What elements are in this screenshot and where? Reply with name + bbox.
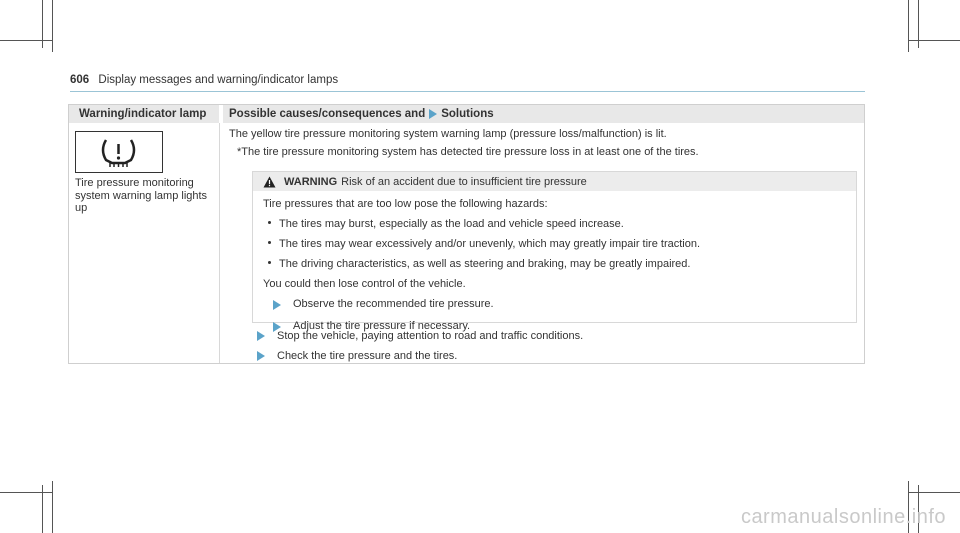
warning-intro: Tire pressures that are too low pose the following hazards:	[263, 198, 548, 210]
list-item-text: The tires may wear excessively and/or unevenly, which may greatly impair tire traction.	[279, 238, 701, 250]
step-text: Observe the recommended tire pressure.	[293, 298, 494, 310]
warning-outro: You could then lose control of the vehicle.	[263, 278, 466, 290]
list-item	[263, 258, 846, 271]
crop-mark	[0, 40, 52, 41]
warning-title: WARNING	[284, 175, 338, 188]
crop-mark	[908, 492, 960, 493]
lamp-label: Tire pressure monitoring system warning lamp lights up	[75, 177, 208, 214]
warning-triangle-icon	[263, 176, 276, 188]
crop-mark	[52, 481, 53, 533]
step-text: Check the tire pressure and the tires.	[277, 350, 458, 362]
column-separator	[219, 105, 223, 123]
crop-mark	[908, 40, 960, 41]
crop-mark	[52, 0, 53, 52]
arrow-right-icon	[257, 331, 265, 341]
header-divider	[70, 91, 865, 92]
warning-box	[252, 171, 857, 332]
solution-step	[252, 350, 852, 362]
column-header-lamp: Warning/indicator lamp	[79, 108, 207, 120]
causes-cell	[229, 128, 859, 164]
list-item	[263, 238, 846, 251]
list-item-text: The tires may burst, especially as the load and vehicle speed increase.	[279, 218, 624, 230]
warning-step	[263, 298, 846, 311]
arrow-right-icon	[273, 300, 281, 310]
warning-header	[253, 172, 856, 191]
warning-subtitle: Risk of an accident due to insufficient tire pressure	[341, 175, 587, 188]
warning-lamp-table	[68, 104, 865, 364]
cause-note: *The tire pressure monitoring system has detected tire pressure loss in at least one of the tires.	[237, 146, 699, 158]
tire-pressure-warning-icon	[75, 131, 163, 173]
arrow-right-icon	[257, 351, 265, 361]
list-item	[263, 218, 846, 231]
step-text: Adjust the tire pressure if necessary.	[293, 320, 471, 332]
page-number: 606	[70, 74, 90, 86]
list-item-text: The driving characteristics, as well as steering and braking, may be greatly impaired.	[279, 258, 691, 270]
column-separator	[219, 123, 220, 363]
column-header-solutions: Solutions	[441, 108, 494, 120]
table-header	[69, 105, 864, 123]
crop-mark	[0, 492, 52, 493]
cause-text: The yellow tire pressure monitoring system warning lamp (pressure loss/malfunction) is lit.	[229, 128, 667, 140]
solution-step	[252, 330, 852, 342]
page-header	[70, 74, 865, 86]
page-title: Display messages and warning/indicator lamps	[98, 74, 339, 86]
column-header-causes	[229, 108, 494, 120]
column-header-causes-prefix: Possible causes/consequences and	[229, 108, 426, 120]
arrow-right-icon	[429, 109, 437, 119]
crop-mark	[908, 0, 909, 52]
solution-steps	[252, 330, 852, 370]
step-text: Stop the vehicle, paying attention to road and traffic conditions.	[277, 330, 584, 342]
warning-body	[253, 191, 856, 333]
watermark: carmanualsonline.info	[740, 506, 946, 528]
